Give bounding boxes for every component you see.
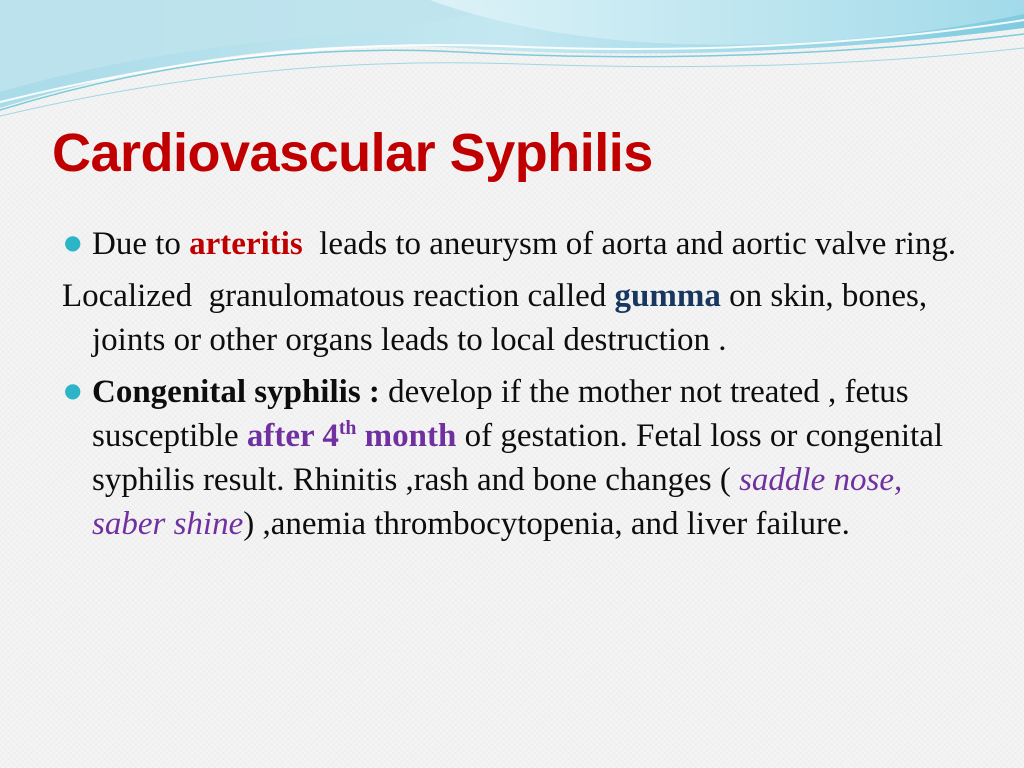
slide-title: Cardiovascular Syphilis (52, 123, 653, 183)
after-post: month (356, 418, 457, 454)
term-congenital-syphilis: Congenital syphilis : (92, 374, 380, 410)
paragraph-gumma (62, 274, 972, 362)
bullet-dot-icon: ● (64, 378, 82, 402)
bullet-dot-icon: ● (64, 230, 82, 254)
term-gumma: gumma (614, 278, 721, 314)
slide-body (62, 222, 972, 554)
p1-rest: leads to aneurysm of aorta and aortic valve ring. (302, 226, 957, 262)
term-after-4th-month (247, 418, 456, 454)
term-arteritis: arteritis (189, 226, 303, 262)
header-wave-decoration (0, 0, 1024, 120)
bullet-point-arteritis (62, 222, 972, 266)
p1-lead: Due to (92, 226, 190, 262)
p2-rest: on skin, bones, joints or other organs leads to local destruction . (92, 278, 928, 358)
p3-text2: of gestation. Fetal loss or congenital syphilis result. Rhinitis ,rash and bone changes ( (92, 418, 944, 498)
p3-text3: ) ,anemia thrombocytopenia, and liver failure. (243, 506, 850, 542)
p3-text1: develop if the mother not treated , fetus susceptible (92, 374, 909, 454)
after-sup: th (338, 417, 357, 439)
after-pre: after 4 (246, 418, 339, 454)
p2-lead: Localized granulomatous reaction called (62, 278, 615, 314)
bullet-point-congenital (62, 370, 972, 546)
term-saddle-nose: saddle nose, saber shine (92, 462, 903, 542)
